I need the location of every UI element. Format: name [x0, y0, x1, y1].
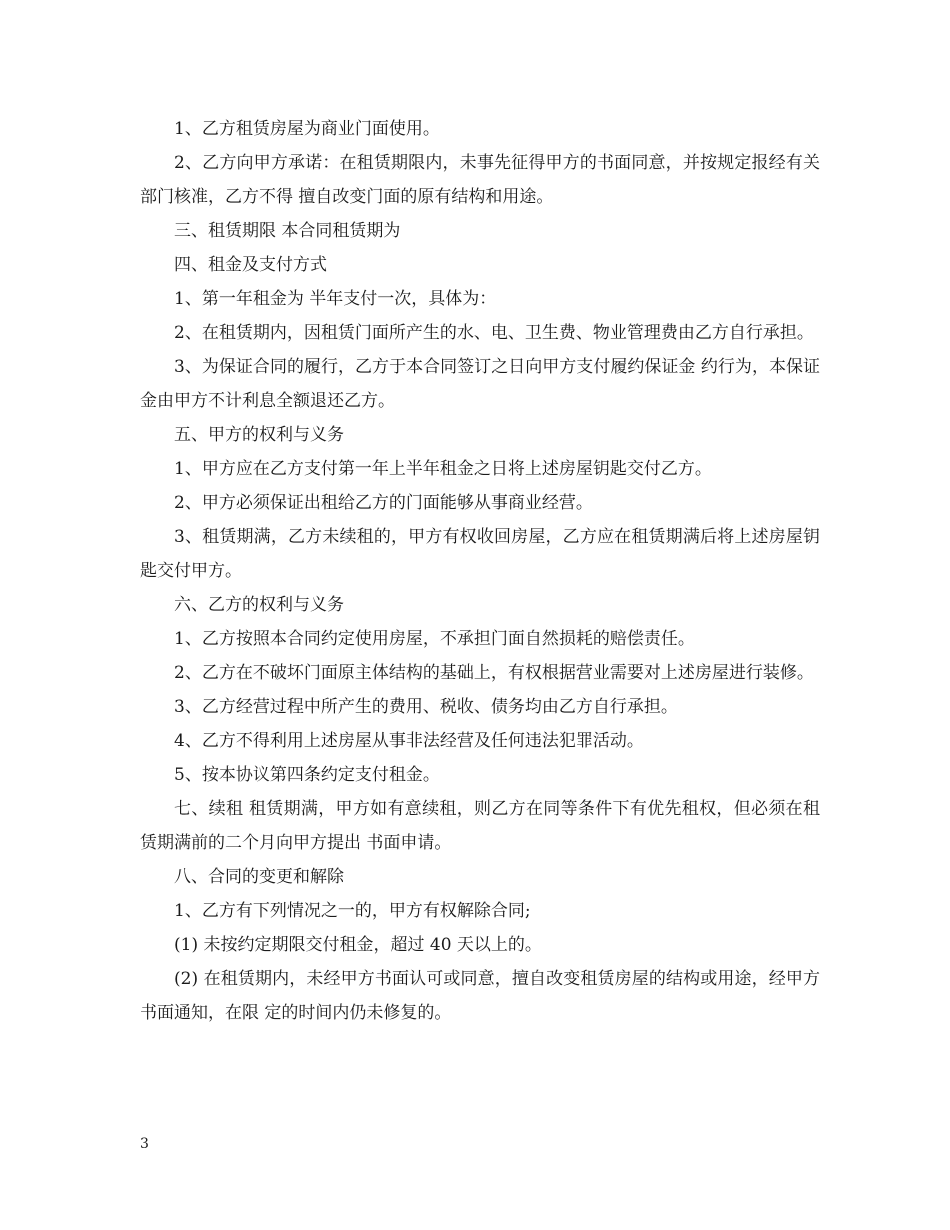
- section-heading: 八、合同的变更和解除: [174, 867, 344, 887]
- paragraph: 3、租赁期满，乙方未续租的，甲方有权收回房屋，乙方应在租赁期满后将上述房屋钥匙交付甲方。: [140, 527, 820, 581]
- document-body: [140, 112, 820, 1030]
- paragraph: 1、乙方有下列情况之一的，甲方有权解除合同;: [174, 901, 531, 921]
- paragraph: 3、乙方经营过程中所产生的费用、税收、债务均由乙方自行承担。: [174, 697, 678, 717]
- paragraph: 1、甲方应在乙方支付第一年上半年租金之日将上述房屋钥匙交付乙方。: [174, 459, 712, 479]
- paragraph: 2、在租赁期内，因租赁门面所产生的水、电、卫生费、物业管理费由乙方自行承担。: [174, 323, 814, 343]
- paragraph: 1、第一年租金为 半年支付一次，具体为：: [174, 289, 497, 309]
- section-heading: 四、租金及支付方式: [174, 255, 327, 275]
- paragraph: (2) 在租赁期内，未经甲方书面认可或同意，擅自改变租赁房屋的结构或用途，经甲方书面通知，在限 定的时间内仍未修复的。: [140, 969, 820, 1023]
- paragraph: 2、乙方在不破坏门面原主体结构的基础上，有权根据营业需要对上述房屋进行装修。: [174, 663, 814, 683]
- page-number: 3: [140, 1136, 149, 1152]
- section-heading: 三、租赁期限 本合同租赁期为: [174, 221, 401, 241]
- paragraph: 1、乙方按照本合同约定使用房屋，不承担门面自然损耗的赔偿责任。: [174, 629, 695, 649]
- paragraph: 1、乙方租赁房屋为商业门面使用。: [174, 119, 440, 139]
- paragraph: 3、为保证合同的履行，乙方于本合同签订之日向甲方支付履约保证金 约行为，本保证金由甲方不计利息全额退还乙方。: [140, 357, 820, 411]
- paragraph: 5、按本协议第四条约定支付租金。: [174, 765, 440, 785]
- section-heading: 五、甲方的权利与义务: [174, 425, 344, 445]
- paragraph: 2、乙方向甲方承诺：在租赁期限内，未事先征得甲方的书面同意，并按规定报经有关部门核准，乙方不得 擅自改变门面的原有结构和用途。: [140, 153, 820, 207]
- section-heading: 七、续租 租赁期满，甲方如有意续租，则乙方在同等条件下有优先租权，但必须在租赁期满前的二个月向甲方提出 书面申请。: [140, 799, 820, 853]
- paragraph: 2、甲方必须保证出租给乙方的门面能够从事商业经营。: [174, 493, 593, 513]
- paragraph: 4、乙方不得利用上述房屋从事非法经营及任何违法犯罪活动。: [174, 731, 644, 751]
- section-heading: 六、乙方的权利与义务: [174, 595, 344, 615]
- paragraph: (1) 未按约定期限交付租金，超过 40 天以上的。: [174, 935, 542, 955]
